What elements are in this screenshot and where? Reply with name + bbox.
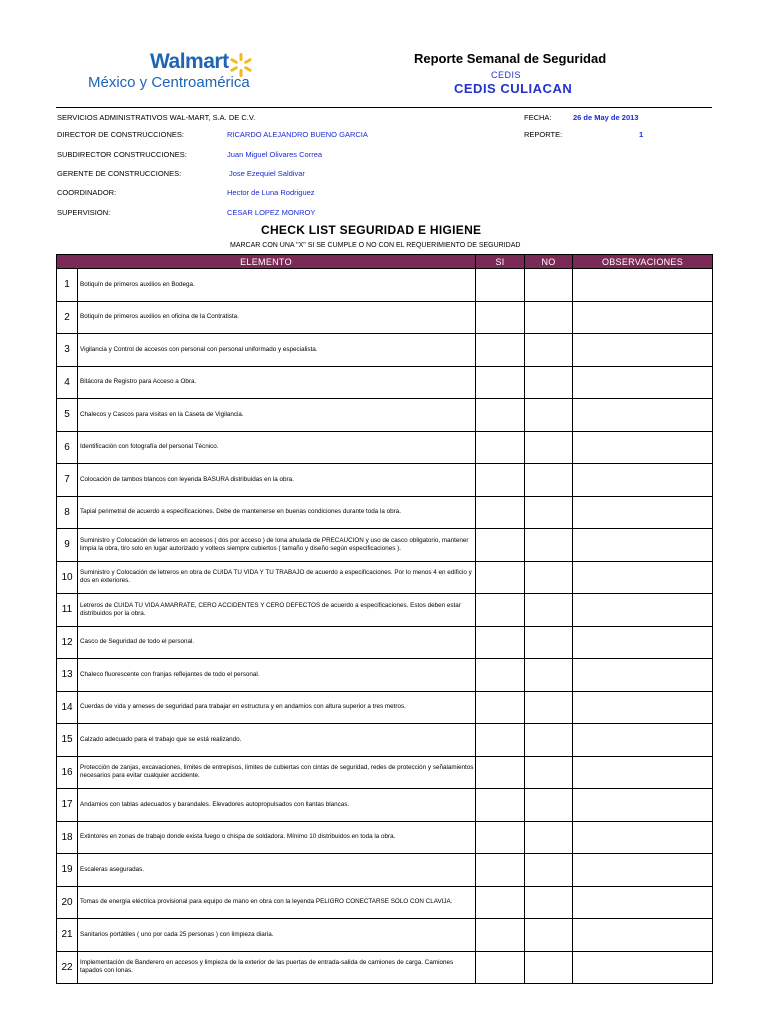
director-label: DIRECTOR DE CONSTRUCCIONES: — [57, 130, 184, 139]
table-row — [57, 399, 713, 432]
item-number: 7 — [57, 464, 78, 497]
no-cell[interactable] — [525, 496, 573, 529]
observaciones-cell[interactable] — [573, 301, 713, 334]
table-row — [57, 919, 713, 952]
item-number: 3 — [57, 334, 78, 367]
table-row — [57, 269, 713, 302]
observaciones-cell[interactable] — [573, 951, 713, 984]
table-row — [57, 821, 713, 854]
item-number: 20 — [57, 886, 78, 919]
si-cell[interactable] — [476, 431, 525, 464]
observaciones-cell[interactable] — [573, 561, 713, 594]
no-cell[interactable] — [525, 886, 573, 919]
table-row — [57, 626, 713, 659]
observaciones-cell[interactable] — [573, 756, 713, 789]
no-cell[interactable] — [525, 561, 573, 594]
observaciones-cell[interactable] — [573, 821, 713, 854]
table-row — [57, 594, 713, 627]
table-row — [57, 691, 713, 724]
no-cell[interactable] — [525, 594, 573, 627]
col-header-elemento: ELEMENTO — [57, 255, 476, 269]
si-cell[interactable] — [476, 854, 525, 887]
si-cell[interactable] — [476, 789, 525, 822]
no-cell[interactable] — [525, 626, 573, 659]
fecha-value: 26 de May de 2013 — [573, 113, 639, 122]
si-cell[interactable] — [476, 919, 525, 952]
table-row — [57, 756, 713, 789]
table-row — [57, 366, 713, 399]
item-number: 21 — [57, 919, 78, 952]
no-cell[interactable] — [525, 691, 573, 724]
observaciones-cell[interactable] — [573, 886, 713, 919]
item-text: Bitácora de Registro para Acceso a Obra. — [78, 366, 476, 399]
no-cell[interactable] — [525, 789, 573, 822]
col-header-observaciones: OBSERVACIONES — [573, 255, 713, 269]
si-cell[interactable] — [476, 659, 525, 692]
subdirector-value: Juan Miguel Olivares Correa — [227, 150, 323, 159]
observaciones-cell[interactable] — [573, 594, 713, 627]
item-text: Tapial perimetral de acuerdo a especificaciones. Debe de mantenerse en buenas condiciones durante toda la obra. — [78, 496, 476, 529]
item-text: Botiquín de primeros auxilios en oficina de la Contratista. — [78, 301, 476, 334]
table-row — [57, 301, 713, 334]
table-header-row — [57, 255, 713, 269]
item-text: Calzado adecuado para el trabajo que se está realizando. — [78, 724, 476, 757]
si-cell[interactable] — [476, 496, 525, 529]
observaciones-cell[interactable] — [573, 691, 713, 724]
cedis-label: CEDIS — [491, 70, 522, 80]
item-text: Cuerdas de vida y arneses de seguridad para trabajar en estructura y en andamios con altura superior a tres metros. — [78, 691, 476, 724]
observaciones-cell[interactable] — [573, 789, 713, 822]
item-number: 22 — [57, 951, 78, 984]
table-row — [57, 464, 713, 497]
observaciones-cell[interactable] — [573, 724, 713, 757]
table-row — [57, 496, 713, 529]
fecha-label: FECHA: — [524, 113, 552, 122]
no-cell[interactable] — [525, 366, 573, 399]
no-cell[interactable] — [525, 821, 573, 854]
si-cell[interactable] — [476, 756, 525, 789]
observaciones-cell[interactable] — [573, 854, 713, 887]
item-text: Botiquín de primeros auxilios en Bodega. — [78, 269, 476, 302]
gerente-label: GERENTE DE CONSTRUCCIONES: — [57, 169, 182, 178]
item-text: Implementación de Banderero en accesos y limpieza de la exterior de las puertas de entrada-salida de camiones de carga. Camiones tapados con lonas. — [78, 951, 476, 984]
item-text: Suministro y Colocación de letreros en accesos ( dos por acceso ) de lona ahulada de PRECAUCION y uso de casco obligatorio, mantener limpia la obra, tiro solo en lugar autorizado y volteos siempre cubiertos ( tamaño y diseño según especificaciones ). — [78, 529, 476, 562]
no-cell[interactable] — [525, 756, 573, 789]
item-number: 4 — [57, 366, 78, 399]
item-number: 5 — [57, 399, 78, 432]
observaciones-cell[interactable] — [573, 496, 713, 529]
si-cell[interactable] — [476, 301, 525, 334]
table-row — [57, 789, 713, 822]
no-cell[interactable] — [525, 431, 573, 464]
table-row — [57, 951, 713, 984]
no-cell[interactable] — [525, 919, 573, 952]
item-text: Identificación con fotografía del personal Técnico. — [78, 431, 476, 464]
supervision-value: CESAR LOPEZ MONROY — [227, 208, 316, 217]
supervision-label: SUPERVISION: — [57, 208, 111, 217]
item-text: Colocación de tambos blancos con leyenda BASURA distribuidas en la obra. — [78, 464, 476, 497]
item-text: Extintores en zonas de trabajo donde exista fuego o chispa de soldadora. Mínimo 10 distribuidos en toda la obra. — [78, 821, 476, 854]
item-number: 8 — [57, 496, 78, 529]
no-cell[interactable] — [525, 464, 573, 497]
si-cell[interactable] — [476, 366, 525, 399]
item-number: 11 — [57, 594, 78, 627]
si-cell[interactable] — [476, 691, 525, 724]
checklist-table — [56, 254, 713, 984]
no-cell[interactable] — [525, 399, 573, 432]
table-row — [57, 659, 713, 692]
item-text: Protección de zanjas, excavaciones, límites de entrepisos, límites de cubiertas con cintas de seguridad, redes de protección y señalamientos necesarios para evitar cualquier accidente. — [78, 756, 476, 789]
reporte-label: REPORTE: — [524, 130, 563, 139]
walmart-logo — [88, 50, 278, 100]
no-cell[interactable] — [525, 724, 573, 757]
item-number: 6 — [57, 431, 78, 464]
item-number: 9 — [57, 529, 78, 562]
item-text: Letreros de CUIDA TU VIDA AMARRATE, CERO ACCIDENTES Y CERO DEFECTOS de acuerdo a especificaciones. Estos deben estar distribuidos por la obra. — [78, 594, 476, 627]
col-header-si: SI — [476, 255, 525, 269]
subdirector-label: SUBDIRECTOR CONSTRUCCIONES: — [57, 150, 187, 159]
item-number: 19 — [57, 854, 78, 887]
table-row — [57, 431, 713, 464]
no-cell[interactable] — [525, 529, 573, 562]
coordinador-label: COORDINADOR: — [57, 188, 117, 197]
coordinador-value: Hector de Luna Rodriguez — [227, 188, 315, 197]
checklist-instruction: MARCAR CON UNA "X" SI SE CUMPLE O NO CON EL REQUERIMIENTO DE SEGURIDAD — [230, 242, 521, 249]
no-cell[interactable] — [525, 334, 573, 367]
observaciones-cell[interactable] — [573, 919, 713, 952]
item-number: 10 — [57, 561, 78, 594]
logo-subtitle: México y Centroamérica — [88, 74, 250, 91]
item-text: Vigilancia y Control de accesos con personal con personal uniformado y especialista. — [78, 334, 476, 367]
table-row — [57, 334, 713, 367]
item-text: Chalecos y Cascos para visitas en la Caseta de Vigilancia. — [78, 399, 476, 432]
item-number: 1 — [57, 269, 78, 302]
no-cell[interactable] — [525, 301, 573, 334]
observaciones-cell[interactable] — [573, 269, 713, 302]
table-row — [57, 561, 713, 594]
si-cell[interactable] — [476, 594, 525, 627]
item-number: 15 — [57, 724, 78, 757]
no-cell[interactable] — [525, 269, 573, 302]
si-cell[interactable] — [476, 464, 525, 497]
si-cell[interactable] — [476, 561, 525, 594]
header-divider — [56, 107, 712, 108]
si-cell[interactable] — [476, 821, 525, 854]
si-cell[interactable] — [476, 951, 525, 984]
item-text: Chaleco fluorescente con franjas reflejantes de todo el personal. — [78, 659, 476, 692]
item-text: Casco de Seguridad de todo el personal. — [78, 626, 476, 659]
item-number: 13 — [57, 659, 78, 692]
report-title: Reporte Semanal de Seguridad — [414, 51, 607, 66]
si-cell[interactable] — [476, 334, 525, 367]
item-number: 18 — [57, 821, 78, 854]
item-text: Suministro y Colocación de letreros en obra de CUIDA TU VIDA Y TU TRABAJO de acuerdo a especificaciones. Por lo menos 4 en edificio y dos en exteriores. — [78, 561, 476, 594]
table-row — [57, 886, 713, 919]
item-text: Sanitarios portátiles ( uno por cada 25 personas ) con limpieza diaria. — [78, 919, 476, 952]
si-cell[interactable] — [476, 886, 525, 919]
reporte-value: 1 — [639, 130, 644, 139]
no-cell[interactable] — [525, 659, 573, 692]
logo-brand: Walmart — [150, 50, 229, 73]
checklist-title: CHECK LIST SEGURIDAD E HIGIENE — [261, 223, 482, 237]
table-row — [57, 724, 713, 757]
cedis-name: CEDIS CULIACAN — [454, 81, 573, 96]
col-header-no: NO — [525, 255, 573, 269]
item-number: 17 — [57, 789, 78, 822]
observaciones-cell[interactable] — [573, 431, 713, 464]
si-cell[interactable] — [476, 269, 525, 302]
observaciones-cell[interactable] — [573, 464, 713, 497]
no-cell[interactable] — [525, 854, 573, 887]
si-cell[interactable] — [476, 724, 525, 757]
item-number: 12 — [57, 626, 78, 659]
item-text: Escaleras aseguradas. — [78, 854, 476, 887]
observaciones-cell[interactable] — [573, 399, 713, 432]
item-text: Andamios con tablas adecuados y barandales. Elevadores autopropulsados con llantas blancas. — [78, 789, 476, 822]
si-cell[interactable] — [476, 399, 525, 432]
no-cell[interactable] — [525, 951, 573, 984]
item-number: 14 — [57, 691, 78, 724]
si-cell[interactable] — [476, 529, 525, 562]
observaciones-cell[interactable] — [573, 529, 713, 562]
item-text: Tomas de energía eléctrica provisional para equipo de mano en obra con la leyenda PELIGRO CONECTARSE SOLO CON CLAVIJA. — [78, 886, 476, 919]
si-cell[interactable] — [476, 626, 525, 659]
observaciones-cell[interactable] — [573, 366, 713, 399]
table-row — [57, 854, 713, 887]
company-name: SERVICIOS ADMINISTRATIVOS WAL-MART, S.A. DE C.V. — [57, 113, 256, 122]
table-row — [57, 529, 713, 562]
director-value: RICARDO ALEJANDRO BUENO GARCIA — [227, 130, 368, 139]
observaciones-cell[interactable] — [573, 334, 713, 367]
gerente-value: Jose Ezequiel Saldivar — [229, 169, 305, 178]
observaciones-cell[interactable] — [573, 659, 713, 692]
observaciones-cell[interactable] — [573, 626, 713, 659]
item-number: 2 — [57, 301, 78, 334]
item-number: 16 — [57, 756, 78, 789]
